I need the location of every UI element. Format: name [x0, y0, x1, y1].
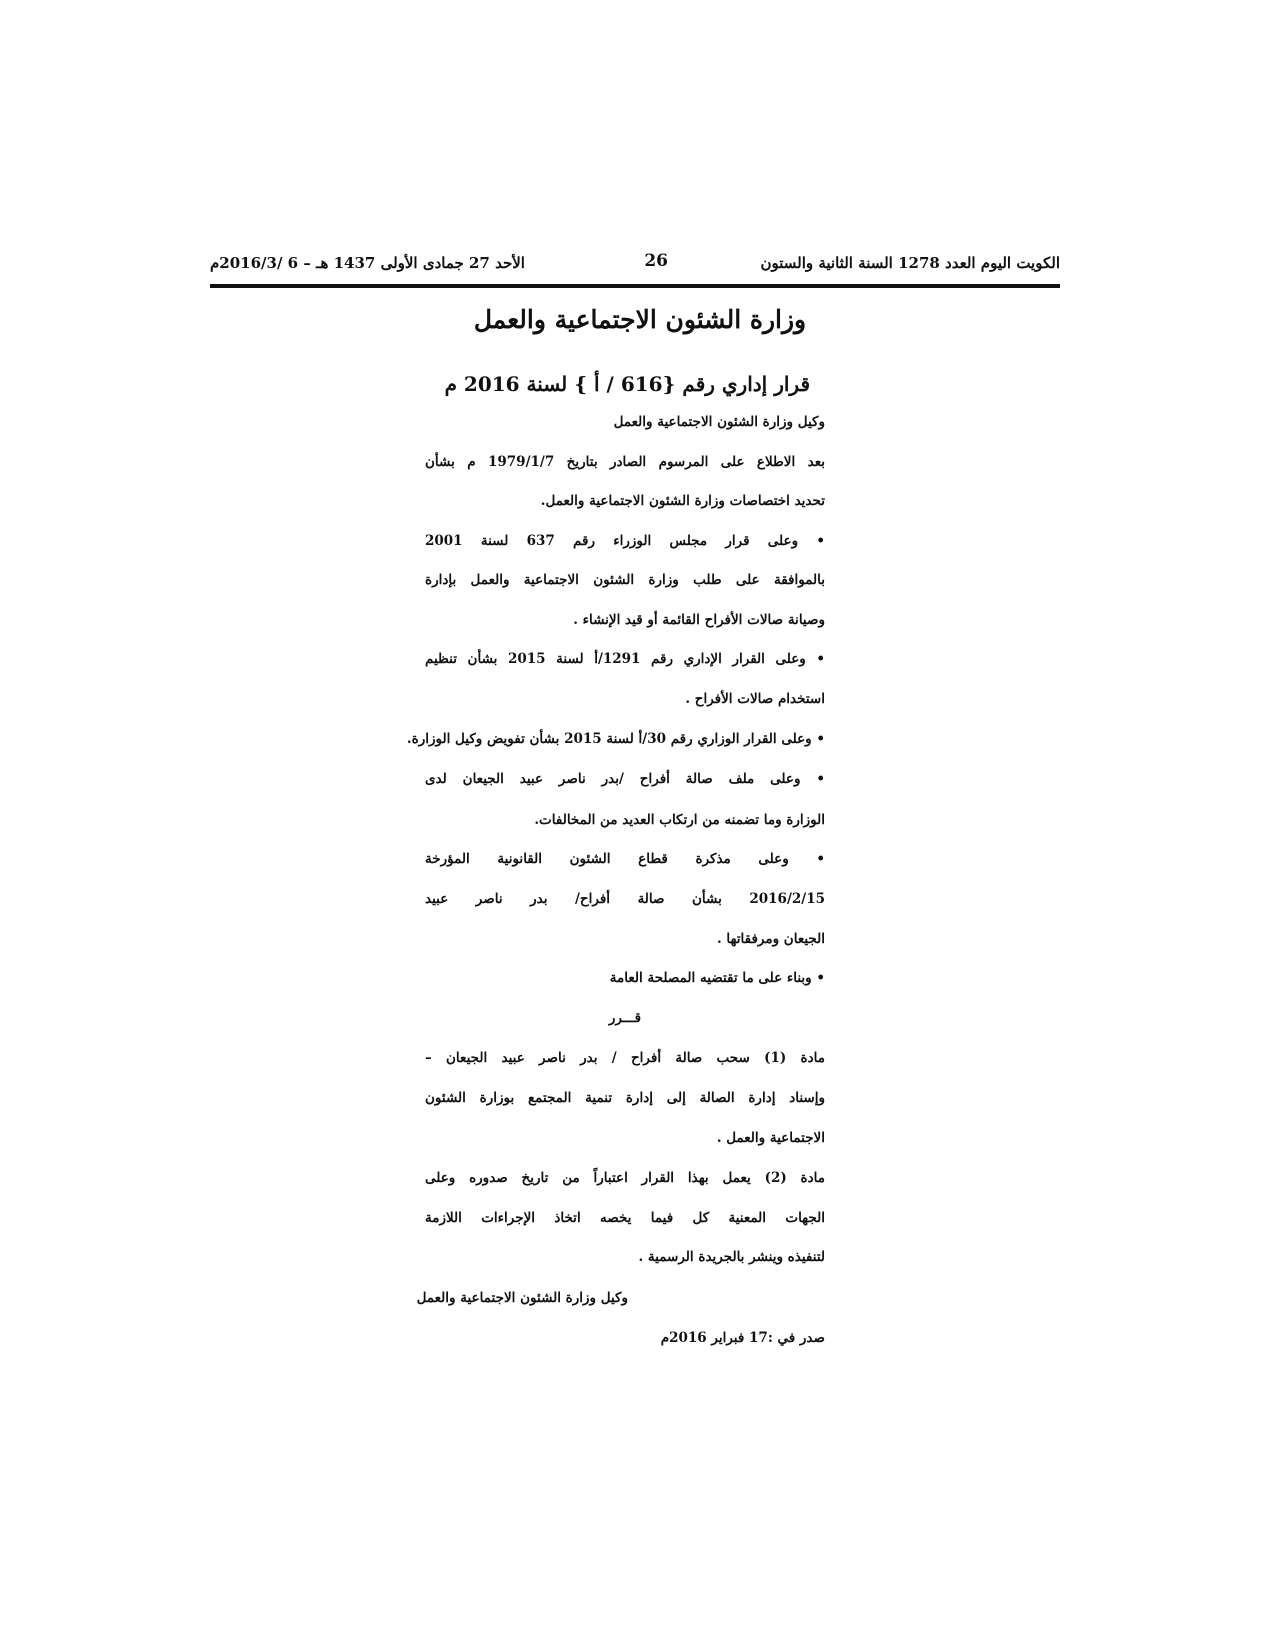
ministry-title: وزارة الشئون الاجتماعية والعمل: [473, 305, 807, 334]
body-line: • وبناء على ما تقتضيه المصلحة العامة: [609, 970, 825, 986]
header-issue-info: الكويت اليوم العدد 1278 السنة الثانية والستون: [760, 254, 1060, 272]
body-line: الوزارة وما تضمنه من ارتكاب العديد من المخالفات.: [534, 812, 825, 828]
body-line: • وعلى مذكرة قطاع الشئون القانونية المؤرخة: [425, 851, 825, 867]
decision-title: قرار إداري رقم {616 / أ } لسنة 2016 م: [444, 372, 810, 396]
body-line: وصيانة صالات الأفراح القائمة أو قيد الإنشاء .: [573, 612, 825, 628]
decided-heading: قـــرر: [608, 1010, 642, 1026]
body-line: بعد الاطلاع على المرسوم الصادر بتاريخ 1979/1/7 م بشأن: [425, 454, 825, 470]
body-line: الجيعان ومرفقاتها .: [717, 931, 825, 947]
signatory-line: وكيل وزارة الشئون الاجتماعية والعمل: [416, 1290, 628, 1306]
issuer-line: وكيل وزارة الشئون الاجتماعية والعمل: [613, 414, 825, 430]
body-line: • وعلى القرار الوزاري رقم 30/أ لسنة 2015 بشأن تفويض وكيل الوزارة.: [406, 731, 825, 747]
body-line: 2016/2/15 بشأن صالة أفراح/ بدر ناصر عبيد: [425, 891, 825, 907]
gazette-header: [210, 250, 1060, 280]
article-line: مادة (1) سحب صالة أفراح / بدر ناصر عبيد الجيعان –: [425, 1050, 825, 1066]
article-line: مادة (2) يعمل بهذا القرار اعتباراً من تاريخ صدوره وعلى: [425, 1170, 825, 1186]
body-line: • وعلى ملف صالة أفراح /بدر ناصر عبيد الجيعان لدى: [425, 771, 825, 787]
body-line: بالموافقة على طلب وزارة الشئون الاجتماعية والعمل بإدارة: [425, 572, 825, 588]
body-line: استخدام صالات الأفراح .: [685, 691, 825, 707]
header-date: الأحد 27 جمادى الأولى 1437 هـ – 6 /2016/3م: [210, 254, 525, 272]
issue-date-line: صدر في :17 فبراير 2016م: [660, 1330, 825, 1346]
header-rule: [210, 284, 1060, 288]
article-line: وإسناد إدارة الصالة إلى إدارة تنمية المجتمع بوزارة الشئون: [425, 1090, 825, 1106]
article-line: لتنفيذه وينشر بالجريدة الرسمية .: [638, 1249, 825, 1265]
article-line: الاجتماعية والعمل .: [716, 1130, 825, 1146]
article-line: الجهات المعنية كل فيما يخصه اتخاذ الإجراءات اللازمة: [425, 1210, 825, 1226]
body-line: • وعلى القرار الإداري رقم 1291/أ لسنة 2015 بشأن تنظيم: [425, 651, 825, 667]
body-line: تحديد اختصاصات وزارة الشئون الاجتماعية والعمل.: [540, 493, 825, 509]
page-number: 26: [644, 251, 668, 271]
body-line: • وعلى قرار مجلس الوزراء رقم 637 لسنة 2001: [425, 533, 825, 549]
